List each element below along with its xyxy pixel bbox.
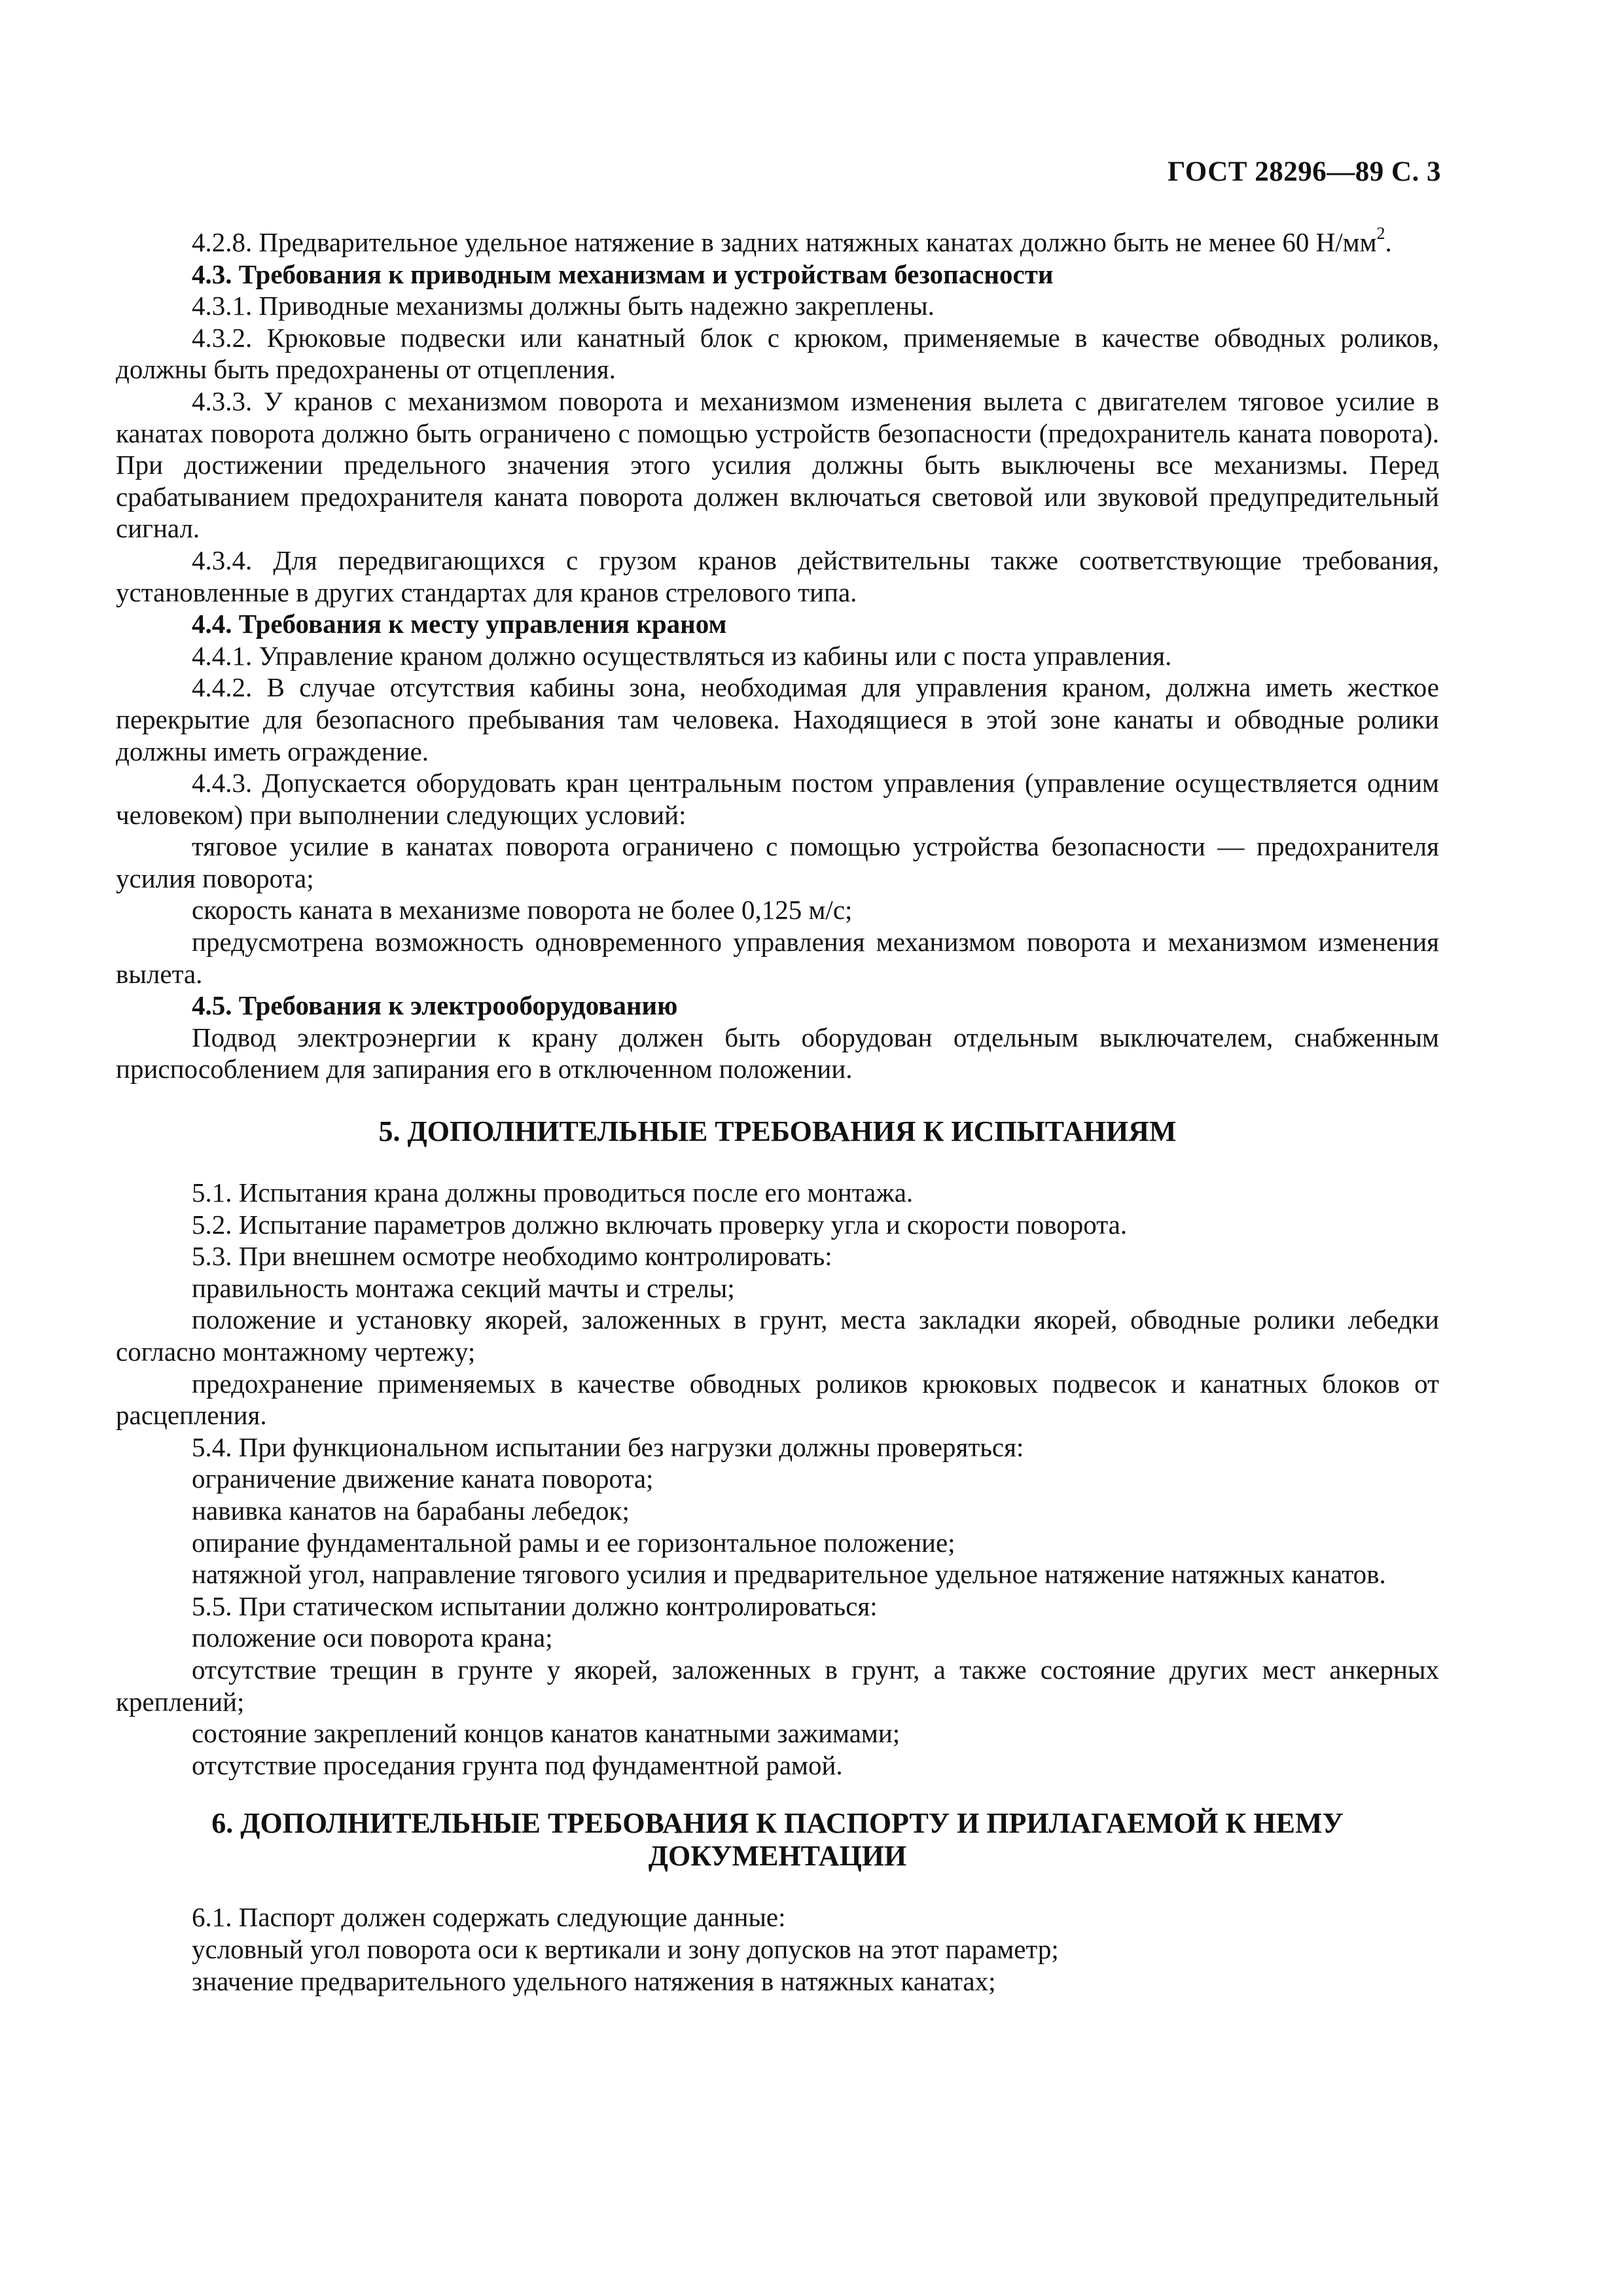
paragraph-4-4-3: 4.4.3. Допускается оборудовать кран центральным постом управления (управление осуществляется одним человеком) при выполнении следующих условий: bbox=[116, 768, 1439, 830]
paragraph-text: . bbox=[1385, 227, 1392, 257]
paragraph-text: 4.2.8. Предварительное удельное натяжение в задних натяжных канатах должно быть не менее 60 Н/мм bbox=[192, 227, 1377, 257]
paragraph-5-4: 5.4. При функциональном испытании без нагрузки должны проверяться: bbox=[192, 1431, 1024, 1462]
paragraph-5-1: 5.1. Испытания крана должны проводиться после его монтажа. bbox=[192, 1177, 914, 1208]
list-item: предохранение применяемых в качестве обводных роликов крюковых подвесок и канатных блоков от расцепления. bbox=[116, 1368, 1439, 1431]
superscript: 2 bbox=[1376, 224, 1385, 243]
subheading-4-5: 4.5. Требования к электрооборудованию bbox=[192, 990, 678, 1021]
list-item: предусмотрена возможность одновременного управления механизмом поворота и механизмом изменения вылета. bbox=[116, 927, 1439, 989]
document-body bbox=[116, 226, 1439, 1997]
paragraph-4-3-1: 4.3.1. Приводные механизмы должны быть надежно закреплены. bbox=[192, 291, 935, 321]
section-title-5: 5. ДОПОЛНИТЕЛЬНЫЕ ТРЕБОВАНИЯ К ИСПЫТАНИЯМ bbox=[378, 1115, 1177, 1148]
list-item: значение предварительного удельного натяжения в натяжных канатах; bbox=[192, 1965, 996, 1996]
list-item: натяжной угол, направление тягового усилия и предварительное удельное натяжение натяжных канатов. bbox=[192, 1559, 1386, 1590]
list-item: условный угол поворота оси к вертикали и зону допусков на этот параметр; bbox=[192, 1933, 1059, 1964]
paragraph-5-3: 5.3. При внешнем осмотре необходимо контролировать: bbox=[192, 1241, 832, 1272]
paragraph-4-3-4: 4.3.4. Для передвигающихся с грузом кранов действительны также соответствующие требования, установленные в других стандартах для кранов стрелового типа. bbox=[116, 545, 1439, 607]
list-item: скорость каната в механизме поворота не более 0,125 м/с; bbox=[192, 895, 853, 925]
list-item: состояние закреплений концов канатов канатными зажимами; bbox=[192, 1718, 901, 1749]
list-item: навивка канатов на барабаны лебедок; bbox=[192, 1495, 630, 1526]
paragraph-4-2-8 bbox=[116, 226, 1439, 259]
paragraph-4-4-1: 4.4.1. Управление краном должно осуществляться из кабины или с поста управления. bbox=[192, 640, 1172, 671]
paragraph-6-1: 6.1. Паспорт должен содержать следующие данные: bbox=[192, 1902, 786, 1933]
paragraph-5-5: 5.5. При статическом испытании должно контролироваться: bbox=[192, 1590, 878, 1621]
paragraph-4-3-3: 4.3.3. У кранов с механизмом поворота и механизмом изменения вылета с двигателем тяговое усилие в канатах поворота должно быть ограничено с помощью устройств безопасности (предохранитель каната поворота). При достижении предельного значения этого усилия должны быть выключены все механизмы. Перед срабатыванием предохранителя каната поворота должен включаться световой или звуковой предупредительный сигнал. bbox=[116, 386, 1439, 544]
page-header: ГОСТ 28296—89 С. 3 bbox=[1167, 156, 1441, 187]
list-item: правильность монтажа секций мачты и стрелы; bbox=[192, 1272, 735, 1303]
paragraph-5-2: 5.2. Испытание параметров должно включать проверку угла и скорости поворота. bbox=[192, 1209, 1128, 1240]
subheading-4-3: 4.3. Требования к приводным механизмам и устройствам безопасности bbox=[192, 259, 1054, 289]
list-item: положение оси поворота крана; bbox=[192, 1623, 553, 1653]
list-item: тяговое усилие в канатах поворота ограничено с помощью устройства безопасности — предохранителя усилия поворота; bbox=[116, 831, 1439, 893]
list-item: отсутствие трещин в грунте у якорей, заложенных в грунт, а также состояние других мест анкерных креплений; bbox=[116, 1654, 1439, 1717]
subheading-4-4: 4.4. Требования к месту управления краном bbox=[192, 609, 727, 639]
list-item: ограничение движение каната поворота; bbox=[192, 1463, 654, 1494]
list-item: опирание фундаментальной рамы и ее горизонтальное положение; bbox=[192, 1527, 955, 1558]
paragraph-4-5: Подвод электроэнергии к крану должен быть оборудован отдельным выключателем, снабженным приспособлением для запирания его в отключенном положении. bbox=[116, 1022, 1439, 1085]
list-item: отсутствие проседания грунта под фундаментной рамой. bbox=[192, 1749, 843, 1780]
section-title-6: 6. ДОПОЛНИТЕЛЬНЫЕ ТРЕБОВАНИЯ К ПАСПОРТУ И ПРИЛАГАЕМОЙ К НЕМУ ДОКУМЕНТАЦИИ bbox=[211, 1807, 1344, 1873]
paragraph-4-3-2: 4.3.2. Крюковые подвески или канатный блок с крюком, применяемые в качестве обводных роликов, должны быть предохранены от отцепления. bbox=[116, 322, 1439, 385]
list-item: положение и установку якорей, заложенных в грунт, места закладки якорей, обводные ролики лебедки согласно монтажному чертежу; bbox=[116, 1304, 1439, 1367]
paragraph-4-4-2: 4.4.2. В случае отсутствия кабины зона, необходимая для управления краном, должна иметь жесткое перекрытие для безопасного пребывания там человека. Находящиеся в этой зоне канаты и обводные ролики должны иметь ограждение. bbox=[116, 672, 1439, 766]
